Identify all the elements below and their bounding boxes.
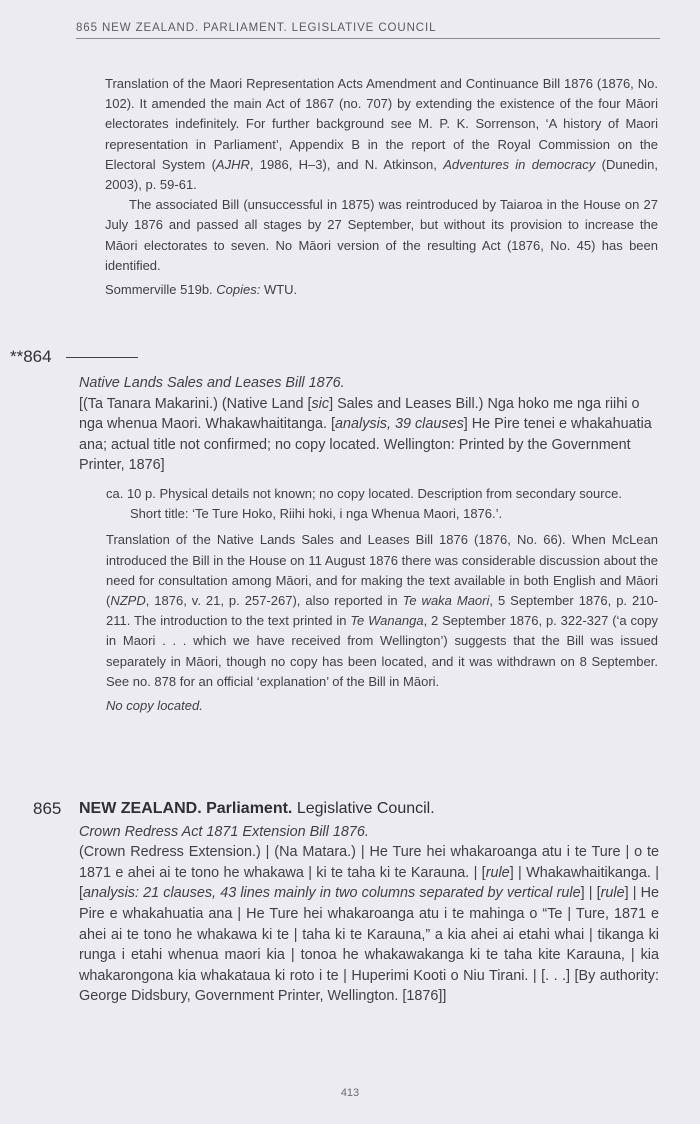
entry-864-notes xyxy=(106,484,658,716)
entry-864-number: **864 xyxy=(10,347,138,367)
page-number: 413 xyxy=(340,1087,360,1099)
entry-865-block xyxy=(79,799,659,1007)
intro-paragraph-2: The associated Bill (unsuccessful in 1875) was reintroduced by Taiaroa in the House on 27 July 1876 and passed all stages by 27 September, but without its provision to increase the Māori electorates to seven. No Māori version of the resulting Act (1876, No. 45) has been identified. xyxy=(105,197,658,273)
intro-sommerville: Sommerville 519b. Copies: WTU. xyxy=(105,282,298,298)
entry-864-title-block xyxy=(79,373,659,476)
intro-notes xyxy=(105,74,658,300)
intro-paragraph-1: Translation of the Maori Representation Acts Amendment and Continuance Bill 1876 (1876, No. 102). It amended the main Act of 1867 (no. 707) by extending the existence of the four Māori electorates indefinitely. For further background see M. P. K. Sorrenson, ‘A history of Maori representation in Parliament’, Appendix B in the report of the Royal Commission on the Electoral System (AJHR, 1986, H–3), and N. Atkinson, Adventures in democracy (Dunedin, 2003), p. 59-61. xyxy=(105,76,658,193)
entry-865-heading: NEW ZEALAND. Parliament. Legislative Council. xyxy=(79,800,435,817)
entry-865-number: 865 xyxy=(33,799,62,818)
running-header: 865 NEW ZEALAND. PARLIAMENT. LEGISLATIVE COUNCIL xyxy=(76,22,660,39)
entry-864-no-copy: No copy located. xyxy=(106,698,203,714)
entry-865-transcription: (Crown Redress Extension.) | (Na Matara.) | He Ture hei whakaroanga atu i te Ture | o te 1871 e ahei ai te tono he whakawa | ki te taha ki te Karauna. | [rule] | Whakawhaitikanga. | [analysis: 21 clauses, 43 lines mainly in two columns separated by vertical rule] | [rule] | He Pire e whakahuatia ana | He Ture hei whakaroanga atu i te mahinga o “Te | Ture, 1871 e ahei ai te tono he whakawa ki te | taha ki te Karauna,” a kia ahei ai etahi whai | tikanga ki runga i etahi whenua maori kia | tonoa he whakawakanga ki te taha kite Karauna, | kia whakarongona kia whakataua ki roto i te | Huperimi Kooti o Niu Tirani. | [. . .] [By authority: George Didsbury, Government Printer, Wellington. [1876]] xyxy=(79,844,659,1005)
entry-864-dash xyxy=(66,357,138,358)
entry-864-physical: ca. 10 p. Physical details not known; no copy located. Description from secondary source. xyxy=(106,486,622,501)
entry-864-short-title: Short title: ‘Te Ture Hoko, Riihi hoki, i nga Whenua Maori, 1876.’. xyxy=(130,506,503,522)
entry-865-title: Crown Redress Act 1871 Extension Bill 1876. xyxy=(79,823,369,840)
entry-864-transcription: [(Ta Tanara Makarini.) (Native Land [sic] Sales and Leases Bill.) Nga hoko me nga riihi o nga whenua Maori. Whakawhaititanga. [analysis, 39 clauses] He Pire tenei e whakahuatia ana; actual title not confirmed; no copy located. Wellington: Printed by the Government Printer, 1876] xyxy=(79,395,652,474)
entry-864-note: Translation of the Native Lands Sales and Leases Bill 1876 (1876, No. 66). When McLean introduced the Bill in the House on 11 August 1876 there was considerable discussion about the need for consultation among Māori, and for making the text available in both English and Māori (NZPD, 1876, v. 21, p. 257-267), also reported in Te waka Maori, 5 September 1876, p. 210-211. The introduction to the text printed in Te Wananga, 2 September 1876, p. 322-327 (‘a copy in Maori . . . which we have received from Wellington’) suggests that the Bill was issued separately in Māori, though no copy has been located, and it was withdrawn on 8 September. See no. 878 for an official ‘explanation’ of the Bill in Māori. xyxy=(106,532,659,689)
entry-864-title: Native Lands Sales and Leases Bill 1876. xyxy=(79,375,345,391)
